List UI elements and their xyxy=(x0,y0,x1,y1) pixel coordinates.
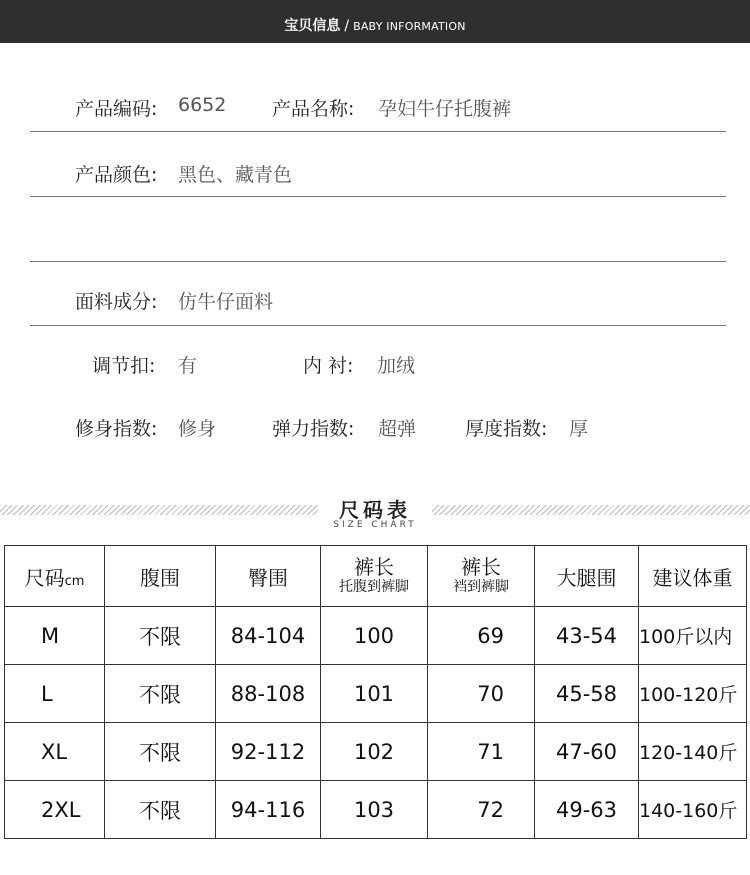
info-row-color xyxy=(0,160,750,188)
code-label: 产品编码: xyxy=(75,98,158,120)
divider xyxy=(30,325,726,326)
cell-belly: 不限 xyxy=(105,665,216,723)
header-belly: 腹围 xyxy=(105,546,216,607)
divider xyxy=(30,196,726,197)
cell-length1: 100 xyxy=(321,607,428,665)
divider xyxy=(30,131,726,132)
cell-size: 2XL xyxy=(5,781,105,839)
cell-length1: 102 xyxy=(321,723,428,781)
name-label: 产品名称: xyxy=(272,98,355,120)
header-length-crotch xyxy=(428,546,535,607)
fit-value: 修身 xyxy=(178,418,217,440)
header-title-cn: 宝贝信息 xyxy=(284,18,341,34)
cell-hip: 84-104 xyxy=(216,607,321,665)
cell-belly: 不限 xyxy=(105,781,216,839)
table-header-row xyxy=(5,546,747,607)
header-length1-label: 裤长 xyxy=(354,555,394,579)
size-chart-title: 尺码表 xyxy=(339,498,411,522)
info-row-indices xyxy=(0,414,750,442)
header-separator: / xyxy=(344,18,350,34)
cell-length2: 70 xyxy=(428,665,535,723)
cell-size: M xyxy=(5,607,105,665)
header-title-en: BABY INFORMATION xyxy=(353,20,466,33)
header-bar xyxy=(0,0,750,43)
cell-belly: 不限 xyxy=(105,723,216,781)
size-table xyxy=(4,545,747,839)
cell-size: XL xyxy=(5,723,105,781)
cell-length2: 69 xyxy=(428,607,535,665)
header-thigh: 大腿围 xyxy=(535,546,639,607)
cell-length1: 103 xyxy=(321,781,428,839)
size-chart-subtitle: SIZE CHART xyxy=(333,520,417,530)
table-row xyxy=(5,607,747,665)
cell-thigh: 45-58 xyxy=(535,665,639,723)
cell-length2: 72 xyxy=(428,781,535,839)
cell-thigh: 47-60 xyxy=(535,723,639,781)
cell-length2: 71 xyxy=(428,723,535,781)
header-length2-note: 裆到裤脚 xyxy=(453,579,509,595)
table-row xyxy=(5,781,747,839)
header-length-belly xyxy=(321,546,428,607)
cell-size: L xyxy=(5,665,105,723)
divider xyxy=(30,261,726,262)
lining-value: 加绒 xyxy=(377,355,416,377)
header-size xyxy=(5,546,105,607)
color-value: 黑色、藏青色 xyxy=(178,164,293,186)
thickness-label: 厚度指数: xyxy=(465,418,548,440)
info-row-fabric xyxy=(0,287,750,315)
fabric-label: 面料成分: xyxy=(75,291,158,313)
info-row-buckle-lining xyxy=(0,351,750,379)
header-size-unit: cm xyxy=(64,573,85,589)
code-value: 6652 xyxy=(178,94,227,116)
info-row-code-name xyxy=(0,94,750,122)
cell-hip: 92-112 xyxy=(216,723,321,781)
fabric-value: 仿牛仔面料 xyxy=(178,291,274,313)
elastic-value: 超弹 xyxy=(378,418,417,440)
buckle-label: 调节扣: xyxy=(92,355,156,377)
header-weight: 建议体重 xyxy=(639,546,747,607)
elastic-label: 弹力指数: xyxy=(272,418,355,440)
header-length1-note: 托腹到裤脚 xyxy=(339,579,409,595)
cell-hip: 88-108 xyxy=(216,665,321,723)
fit-label: 修身指数: xyxy=(75,418,158,440)
lining-label: 内 衬: xyxy=(303,355,354,377)
cell-thigh: 43-54 xyxy=(535,607,639,665)
header-title xyxy=(0,15,750,35)
name-value: 孕妇牛仔托腹裤 xyxy=(378,98,512,120)
cell-weight: 100-120斤 xyxy=(639,665,747,723)
thickness-value: 厚 xyxy=(569,418,589,440)
cell-thigh: 49-63 xyxy=(535,781,639,839)
cell-length1: 101 xyxy=(321,665,428,723)
table-row xyxy=(5,665,747,723)
color-label: 产品颜色: xyxy=(75,164,158,186)
header-length2-label: 裤长 xyxy=(461,555,501,579)
cell-weight: 120-140斤 xyxy=(639,723,747,781)
header-size-label: 尺码 xyxy=(24,565,65,590)
cell-weight: 140-160斤 xyxy=(639,781,747,839)
cell-hip: 94-116 xyxy=(216,781,321,839)
cell-belly: 不限 xyxy=(105,607,216,665)
header-hip: 臀围 xyxy=(216,546,321,607)
table-row xyxy=(5,723,747,781)
cell-weight: 100斤以内 xyxy=(639,607,747,665)
buckle-value: 有 xyxy=(178,355,198,377)
